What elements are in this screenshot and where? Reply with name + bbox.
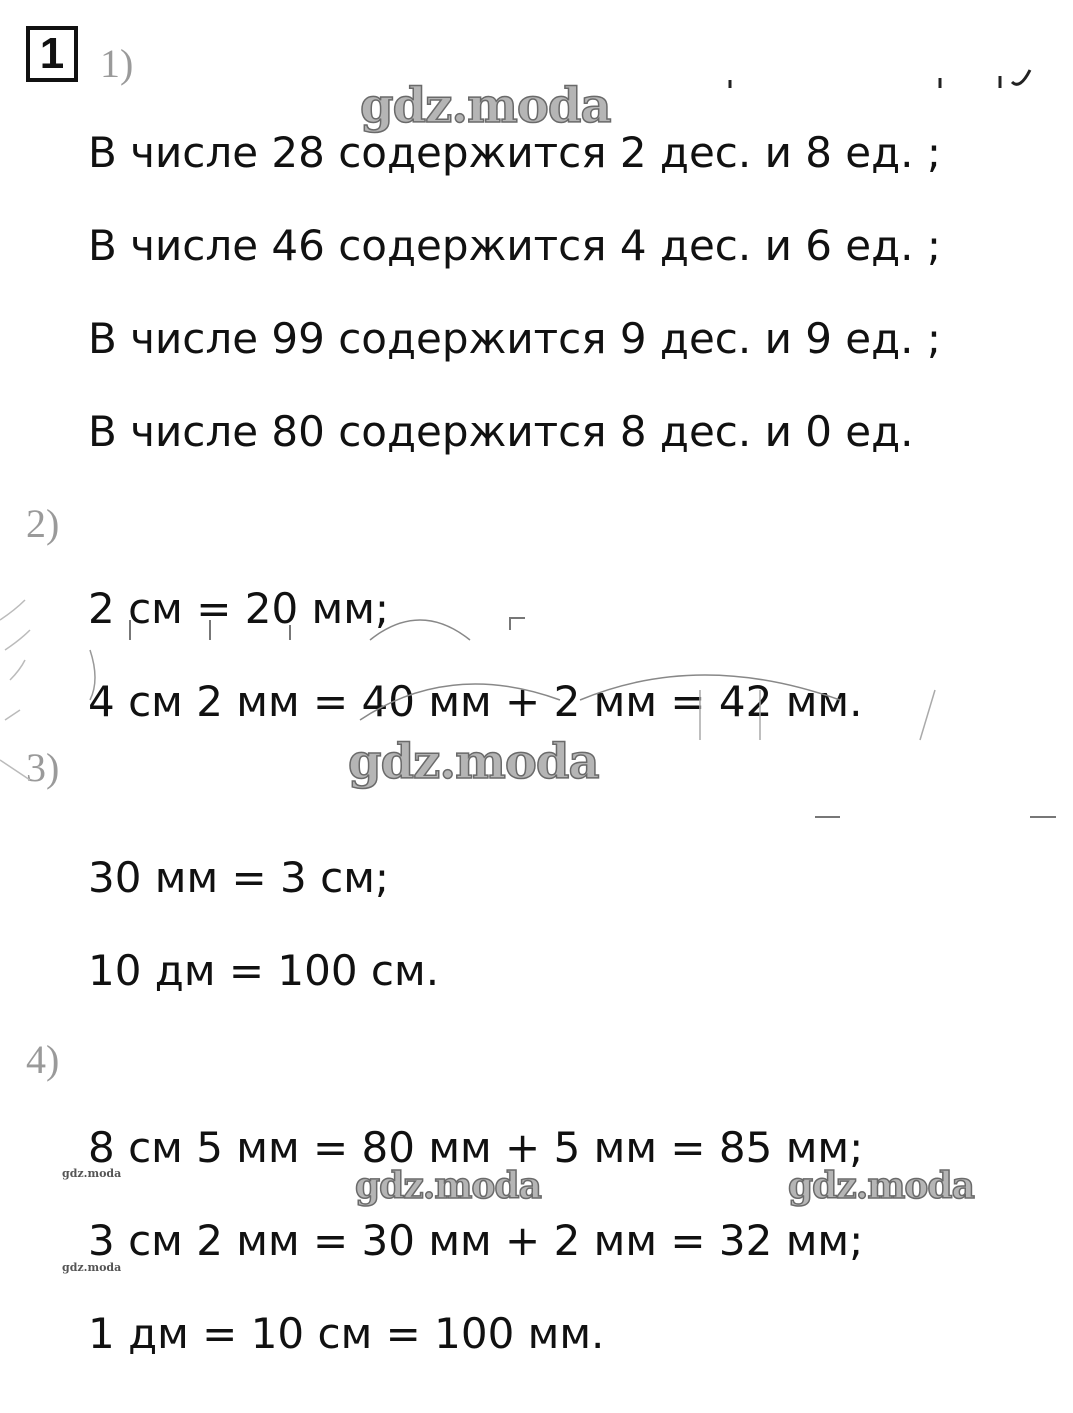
part-label-3: 3) <box>26 745 60 790</box>
part4-line-3: 1 дм = 10 см = 100 мм. <box>88 1309 605 1358</box>
part2-line-1: 2 см = 20 мм; <box>88 584 390 633</box>
part-label-4: 4) <box>26 1037 60 1082</box>
part1-line-3: В числе 99 содержится 9 дес. и 9 ед. ; <box>88 314 942 363</box>
watermark-tiny-2: gdz.moda <box>62 1261 122 1274</box>
part3-line-1: 30 мм = 3 см; <box>88 853 390 902</box>
part1-line-1: В числе 28 содержится 2 дес. и 8 ед. ; <box>88 128 942 177</box>
watermark-bottom-left: gdz.moda <box>355 1165 541 1207</box>
part3-line-2: 10 дм = 100 см. <box>88 946 440 995</box>
watermark-bottom-right: gdz.moda <box>788 1165 974 1207</box>
watermark-top: gdz.moda <box>360 78 611 134</box>
task-number-box: 1 <box>26 26 78 82</box>
part-label-1: 1) <box>100 41 134 86</box>
part1-line-4: В числе 80 содержится 8 дес. и 0 ед. <box>88 407 914 456</box>
part-label-2: 2) <box>26 501 60 546</box>
watermark-middle: gdz.moda <box>348 734 599 790</box>
part2-line-2: 4 см 2 мм = 40 мм + 2 мм = 42 мм. <box>88 677 863 726</box>
part4-line-1: 8 см 5 мм = 80 мм + 5 мм = 85 мм; <box>88 1123 864 1172</box>
part1-line-2: В числе 46 содержится 4 дес. и 6 ед. ; <box>88 221 942 270</box>
part4-line-2: 3 см 2 мм = 30 мм + 2 мм = 32 мм; <box>88 1216 864 1265</box>
watermark-tiny-1: gdz.moda <box>62 1167 122 1180</box>
